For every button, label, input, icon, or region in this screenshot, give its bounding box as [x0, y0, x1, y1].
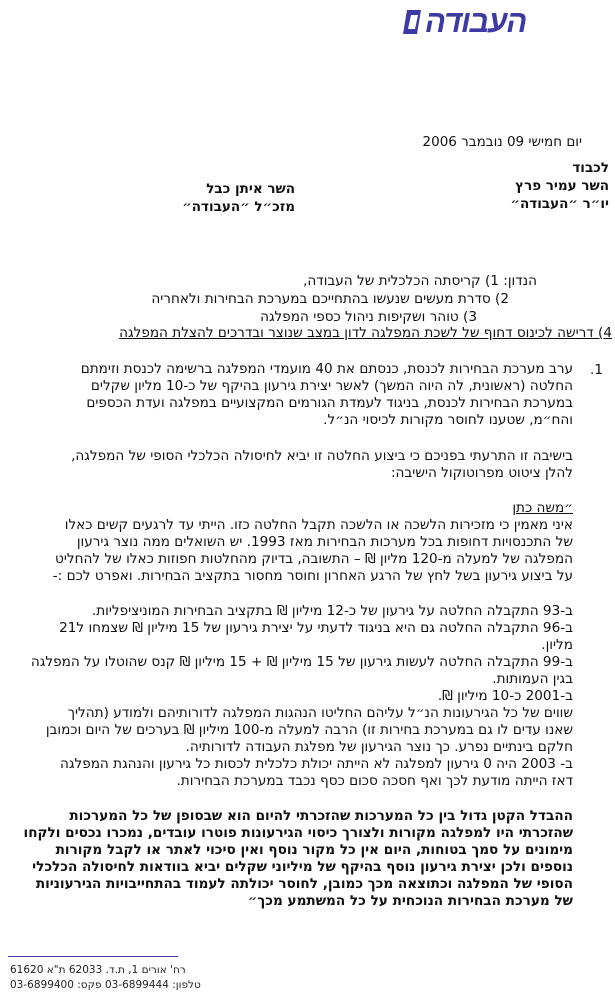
paragraph1-line: במערכת הבחירות לכנסת, בניגוד לעמדת הגורמים המקצועיים במפלגה ועדת הכספים	[86, 395, 573, 411]
quote-item: ב- 2003 היה 0 גירעון למפלגה לא הייתה יכולת כלכלית לכסות כל גירעון והנהגת המפלגה	[60, 756, 573, 772]
logo-flag-icon	[403, 8, 423, 36]
paragraph-number: 1.	[590, 362, 603, 378]
quote-speaker: ״משה כתן	[512, 500, 573, 516]
quote-item: שווים של כל הגירעונות הנ״ל עליהם החליטו הנהגות המפלגה לדורותיהם ולמודע (תהליך	[67, 705, 573, 721]
closing-line: הסופי של המפלגה וכתוצאה מכך כמובן, לחוסר יכולתה לעמוד בהתחייבויות הגירעוניות	[35, 876, 573, 892]
paragraph1-line: החלטה (ראשונית, לה היוה המשך) לאשר יצירת גירעון בהיקף של כ-10 מליון שקלים	[90, 378, 573, 394]
cc-title: מזכ״ל ״העבודה״	[182, 199, 295, 215]
subject-line-4: 4) דרישה לכינוס דחוף של לשכת המפלגה לדון במצב שנוצר ובדרכים להצלת המפלגה	[119, 325, 612, 341]
quote-item: שאנו עדים לו גם במערכת בחירות זו) הרבה למעלה מ-100 מיליון ₪ בערכים של היום וכמובן	[45, 722, 573, 738]
party-logo	[403, 4, 609, 40]
subject-line-2: 2) סדרת מעשים שנעשו בהתחייכם במערכת הבחירות ולאחריה	[151, 291, 509, 307]
quote-item: ב-2001 כ-10 מיליון ₪.	[437, 688, 573, 704]
quote-line: על ביצוע גירעון בשל לחץ של הרגע האחרון וחוסר מחסור בתקציב הבחירות. ואפרט לכם :-	[52, 568, 573, 584]
recipient-name: השר עמיר פרץ	[515, 178, 609, 194]
paragraph2-line: להלן ציטוט מפרוטוקול הישיבה:	[390, 465, 573, 481]
paragraph2-line: בישיבה זו התרעתי בפניכם כי ביצוע החלטה זו יביא לחיסולה הכלכלי הסופי של המפלגה,	[71, 448, 573, 464]
letter-date: יום חמישי 09 נובמבר 2006	[422, 134, 582, 150]
quote-item: ב-99 התקבלה החלטה לעשות גירעון של 15 מיליון ₪ + 15 מיליון ₪ קנס שהוטלו על המפלגה	[30, 654, 573, 670]
quote-item: ב-96 התקבלה החלטה גם היא בניגוד לדעתי על יצירת גירעון של 15 מיליון ₪ שצמחו ל21	[59, 620, 573, 636]
subject-line-3: 3) טוהר ושקיפות ניהול כספי המפלגה	[260, 309, 477, 325]
footer-divider	[8, 956, 178, 957]
quote-line: של התכנסויות דחופות בכל מערכות הבחירות מאז 1993. יש השואלים ממה נוצר גירעון	[76, 534, 573, 550]
cc-name: השר איתן כבל	[206, 181, 295, 197]
footer-address: רח' אורים 1, ת.ד. 62033 ת"א 61620	[10, 964, 186, 976]
quote-line: המפלגה של למעלה מ-120 מליון ₪ – התשובה, בדיוק מהחלטות חפוזות כאלו של להחליט	[55, 551, 573, 567]
subject-line-1: הנדון: 1) קריסתה הכלכלית של העבודה,	[303, 273, 537, 289]
quote-item: בגין העמותות.	[492, 671, 573, 687]
quote-item: ב-93 התקבלה החלטה על גירעון של כ-12 מיליון ₪ בתקציב הבחירות המוניציפליות.	[91, 603, 573, 619]
quote-item: מליון.	[541, 637, 573, 653]
closing-line: שהזכרתי היו למפלגה מקורות ולצורך כיסוי הגירעונות פוטרו עובדים, נמכרו נכסים ולקחו	[23, 825, 573, 841]
paragraph1-line: והח״מ, שטענו לחוסר מקורות לכיסוי הנ״ל.	[323, 412, 573, 428]
footer-phones: טלפון: 03-6899444 פקס: 03-6899400	[10, 979, 201, 991]
logo-text: העבודה	[425, 4, 527, 39]
quote-item: דאז הייתה מודעת לכך ואף חסכה סכום כסף נכבד במערכת הבחירות.	[176, 773, 573, 789]
closing-line: נוספים ולכן יצירת גירעון נוסף בהיקף של מיליוני שקלים יביא בוודאות לחיסולה הכלכלי	[32, 859, 573, 875]
closing-line: ההבדל הקטן גדול בין כל המערכות שהזכרתי להיום הוא שבסופן של כל המערכות	[69, 808, 573, 824]
paragraph1-line: ערב מערכת הבחירות לכנסת, כנסתם את 40 מועמדי המפלגה ברשימה לכנסת וזימתם	[80, 361, 573, 377]
recipient-title: יו״ר ״העבודה״	[510, 196, 609, 212]
closing-line: של מערכת הבחירות הנוכחית על כל המשתמע מכך״	[247, 893, 573, 909]
recipient-greeting: לכבוד	[572, 160, 609, 176]
closing-line: מימונים על סמך בטוחות, היום אין כל מקור נוסף ואין סיכוי לאתר או לקבל מקורות	[55, 842, 573, 858]
quote-line: איני מאמין כי מזכירות הלשכה או הלשכה תקבל החלטה כזו. הייתי עד לרגעים קשים כאלו	[64, 517, 573, 533]
quote-item: חלקם בינתיים נפרע. כך נוצר הגירעון של מפלגת העבודה לדורותיה.	[185, 739, 573, 755]
